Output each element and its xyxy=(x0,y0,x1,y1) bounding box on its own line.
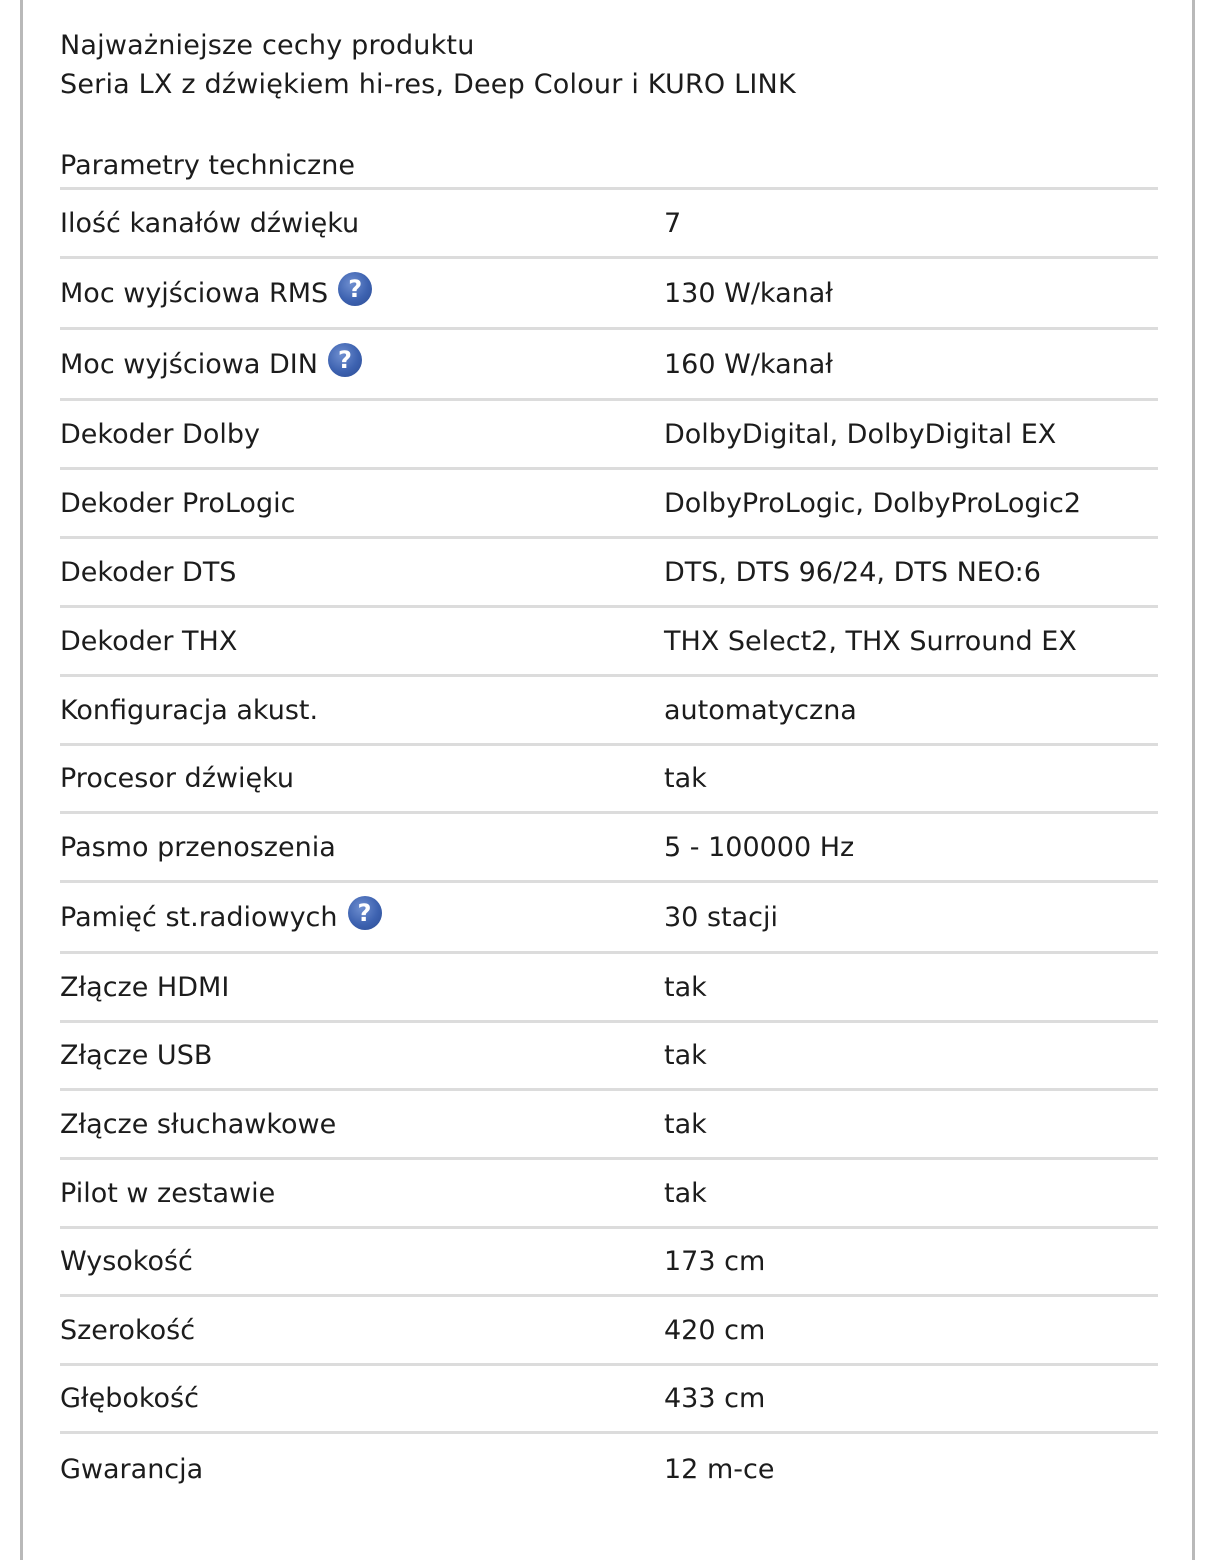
spec-value: 420 cm xyxy=(664,1314,766,1346)
spec-value: THX Select2, THX Surround EX xyxy=(664,625,1077,657)
spec-value: DolbyProLogic, DolbyProLogic2 xyxy=(664,487,1082,519)
spec-value: DolbyDigital, DolbyDigital EX xyxy=(664,418,1057,450)
spec-row xyxy=(60,1366,1158,1434)
help-icon[interactable]: ? xyxy=(328,343,362,377)
spec-label: Dekoder DTS xyxy=(60,556,237,588)
spec-row xyxy=(60,1160,1158,1229)
spec-row xyxy=(60,401,1158,470)
spec-value: DTS, DTS 96/24, DTS NEO:6 xyxy=(664,556,1041,588)
spec-label: Szerokość xyxy=(60,1314,196,1346)
spec-label: Moc wyjściowa DIN ? xyxy=(60,347,664,381)
spec-row xyxy=(60,1434,1158,1504)
highlights-title: Najważniejsze cechy produktu xyxy=(60,30,475,61)
spec-row xyxy=(60,259,1158,330)
help-icon[interactable]: ? xyxy=(338,272,372,306)
spec-value: automatyczna xyxy=(664,694,857,726)
highlights-text: Seria LX z dźwiękiem hi-res, Deep Colour i KURO LINK xyxy=(60,69,796,100)
specs-title: Parametry techniczne xyxy=(60,145,1158,190)
spec-row xyxy=(60,190,1158,259)
spec-row xyxy=(60,608,1158,677)
spec-value: 7 xyxy=(664,207,682,239)
spec-value: 433 cm xyxy=(664,1383,766,1414)
spec-value: 160 W/kanał xyxy=(664,348,833,380)
spec-row xyxy=(60,1091,1158,1160)
spec-label: Ilość kanałów dźwięku xyxy=(60,207,360,239)
spec-label: Złącze słuchawkowe xyxy=(60,1108,337,1140)
spec-value: 130 W/kanał xyxy=(664,277,833,309)
spec-row xyxy=(60,814,1158,883)
product-details xyxy=(60,0,1158,1504)
spec-row xyxy=(60,1023,1158,1091)
spec-value: 12 m-ce xyxy=(664,1453,775,1485)
spec-value: tak xyxy=(664,1040,707,1071)
spec-row xyxy=(60,330,1158,401)
spec-label: Głębokość xyxy=(60,1383,199,1414)
spec-row xyxy=(60,1297,1158,1366)
spec-row xyxy=(60,954,1158,1023)
spec-label: Pamięć st.radiowych ? xyxy=(60,900,664,934)
spec-label: Dekoder THX xyxy=(60,625,238,657)
spec-label: Pasmo przenoszenia xyxy=(60,831,336,863)
spec-label: Złącze USB xyxy=(60,1040,213,1071)
spec-label: Dekoder Dolby xyxy=(60,418,260,450)
spec-value: tak xyxy=(664,1177,707,1209)
spec-value: tak xyxy=(664,971,707,1003)
spec-label: Złącze HDMI xyxy=(60,971,230,1003)
spec-row xyxy=(60,1229,1158,1297)
spec-label: Wysokość xyxy=(60,1246,193,1277)
specs-table xyxy=(60,190,1158,1504)
help-icon[interactable]: ? xyxy=(348,896,382,930)
spec-value: tak xyxy=(664,1108,707,1140)
spec-row xyxy=(60,883,1158,954)
spec-label: Procesor dźwięku xyxy=(60,763,294,794)
spec-label: Konfiguracja akust. xyxy=(60,694,319,726)
spec-label: Pilot w zestawie xyxy=(60,1177,276,1209)
spec-value: 173 cm xyxy=(664,1246,766,1277)
spec-row xyxy=(60,746,1158,814)
spec-label: Gwarancja xyxy=(60,1453,204,1485)
product-highlights xyxy=(60,0,1158,104)
spec-value: tak xyxy=(664,763,707,794)
spec-row xyxy=(60,470,1158,539)
spec-label: Dekoder ProLogic xyxy=(60,487,296,519)
spec-value: 30 stacji xyxy=(664,901,778,933)
spec-row xyxy=(60,539,1158,608)
spec-value: 5 - 100000 Hz xyxy=(664,831,855,863)
spec-row xyxy=(60,677,1158,746)
spec-label: Moc wyjściowa RMS ? xyxy=(60,276,664,310)
